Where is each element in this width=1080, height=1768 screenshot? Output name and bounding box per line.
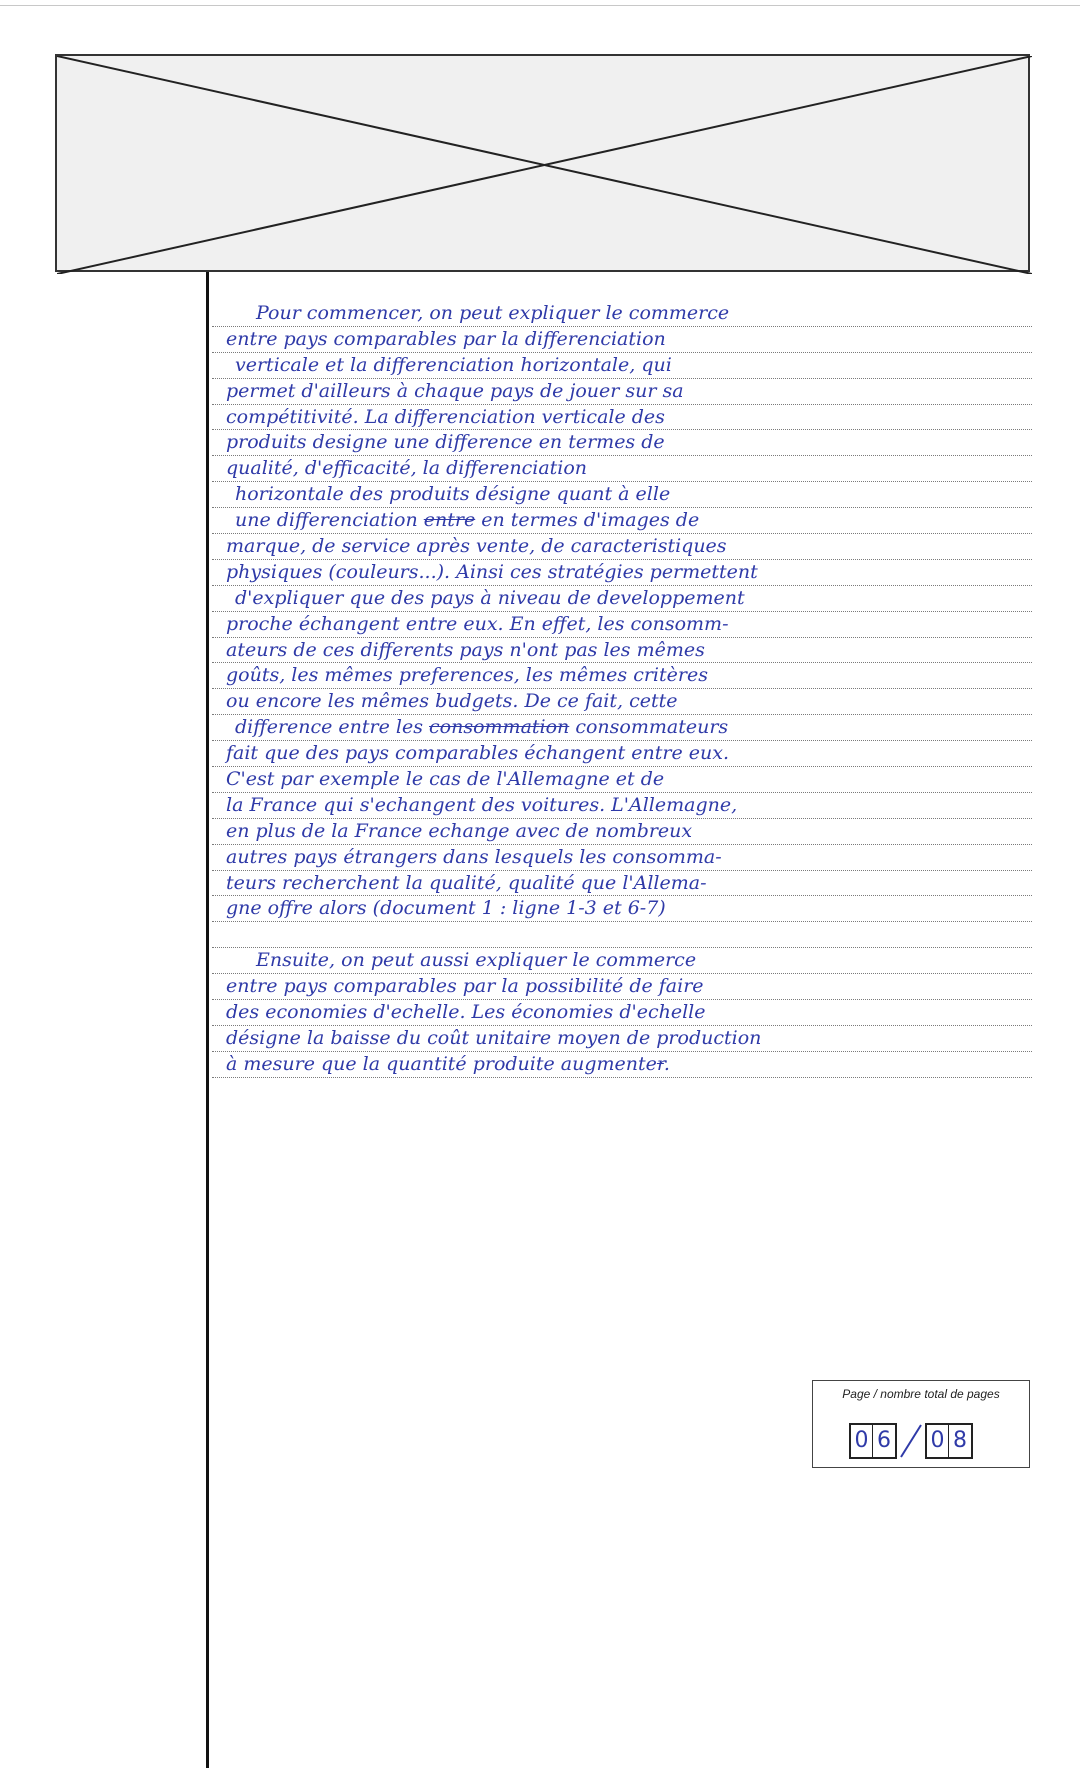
line-segment: à mesure que la quantité produite augmente [226,1052,657,1075]
page-number-label: Page / nombre total de pages [842,1387,1000,1401]
digit-cell: 6 [877,1428,891,1453]
text-line [212,715,1032,741]
text-line: gne offre alors (document 1 : ligne 1-3 et 6-7) [212,896,1032,922]
slash-separator [897,1423,925,1459]
text-line: permet d'ailleurs à chaque pays de jouer sur sa [212,379,1032,405]
handwritten-text-area [212,301,1032,1078]
digit-cell: 0 [927,1425,949,1457]
page-counter [849,1423,973,1459]
line-segment: en termes d'images de [475,509,700,532]
struck-out-word: consommation [429,716,570,739]
text-line: teurs recherchent la qualité, qualité que l'Allema- [212,871,1032,897]
text-line: compétitivité. La differenciation verticale des [212,405,1032,431]
text-line: ou encore les mêmes budgets. De ce fait, cette [212,689,1032,715]
cross-mark [57,56,1032,274]
text-line: C'est par exemple le cas de l'Allemagne et de [212,767,1032,793]
line-segment: consommateurs [569,716,729,739]
line-segment: . [663,1052,670,1075]
text-line: qualité, d'efficacité, la differenciation [212,456,1032,482]
text-line: Pour commencer, on peut expliquer le commerce [212,301,1032,327]
text-line: marque, de service après vente, de caracteristiques [212,534,1032,560]
text-line: des economies d'echelle. Les économies d'echelle [212,1000,1032,1026]
crossed-out-header-box [55,54,1030,272]
digit-cell: 0 [851,1425,873,1457]
top-rule [0,5,1080,6]
text-line: produits designe une difference en termes de [212,430,1032,456]
text-line: proche échangent entre eux. En effet, les consomm- [212,612,1032,638]
margin-line [206,272,209,1768]
line-segment: difference entre les [235,716,430,739]
text-line: la France qui s'echangent des voitures. L'Allemagne, [212,793,1032,819]
text-line [212,1052,1032,1078]
text-line: goûts, les mêmes preferences, les mêmes critères [212,663,1032,689]
text-line: ateurs de ces differents pays n'ont pas les mêmes [212,638,1032,664]
text-line: verticale et la differenciation horizontale, qui [212,353,1032,379]
text-line: fait que des pays comparables échangent entre eux. [212,741,1032,767]
text-line: Ensuite, on peut aussi expliquer le commerce [212,948,1032,974]
page-number-box [812,1380,1030,1468]
line-segment: une differenciation [235,509,424,532]
text-line: entre pays comparables par la differenciation [212,327,1032,353]
text-line: d'expliquer que des pays à niveau de developpement [212,586,1032,612]
text-line: en plus de la France echange avec de nombreux [212,819,1032,845]
text-line: horizontale des produits désigne quant à elle [212,482,1032,508]
text-line: entre pays comparables par la possibilité de faire [212,974,1032,1000]
text-line: désigne la baisse du coût unitaire moyen de production [212,1026,1032,1052]
struck-out-word: entre [423,509,476,532]
current-page-number [849,1423,897,1459]
total-pages-number [925,1423,973,1459]
text-line: autres pays étrangers dans lesquels les consomma- [212,845,1032,871]
text-line: physiques (couleurs...). Ainsi ces stratégies permettent [212,560,1032,586]
digit-cell: 8 [953,1428,967,1453]
struck-out-word: r [656,1052,664,1075]
blank-line [212,922,1032,948]
text-line [212,508,1032,534]
